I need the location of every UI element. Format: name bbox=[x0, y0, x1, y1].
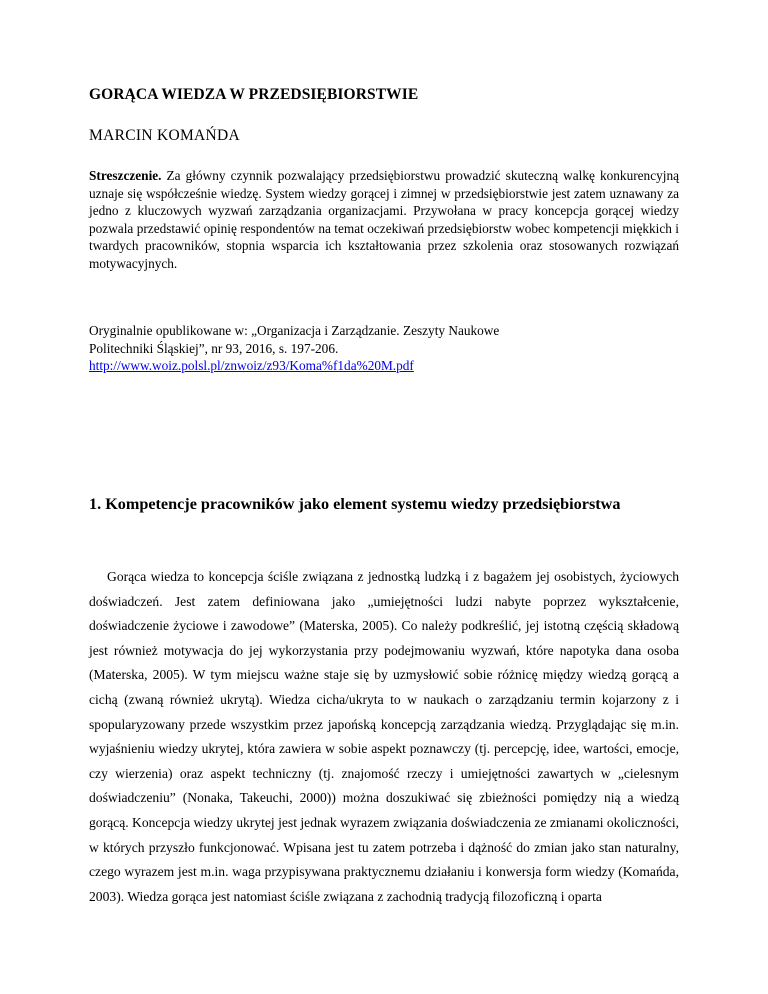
author-name: MARCIN KOMAŃDA bbox=[89, 127, 241, 144]
paper-title: GORĄCA WIEDZA W PRZEDSIĘBIORSTWIE bbox=[89, 86, 419, 103]
source-line-2: Politechniki Śląskiej”, nr 93, 2016, s. 197-206. bbox=[89, 340, 339, 356]
abstract-text: Za główny czynnik pozwalający przedsiębiorstwu prowadzić skuteczną walkę konkurencyjną uznaje się współcześnie wiedzę. System wiedzy gorącej i zimnej w przedsiębiorstwie jest zatem uznawany za jedno z kluczowych wyzwań zarządzania organizacjami. Przywołana w pracy koncepcja gorącej wiedzy pozwala przedstawić opinię respondentów na temat oczekiwań przedsiębiorstw wobec kompetencji miękkich i twardych pracowników, stopnia wsparcia ich kształtowania przez szkolenia oraz stosowanych rozwiązań motywacyjnych. bbox=[89, 168, 679, 271]
abstract bbox=[89, 167, 679, 273]
source-link[interactable]: http://www.woiz.polsl.pl/znwoiz/z93/Koma%f1da%20M.pdf bbox=[89, 358, 414, 374]
body-paragraph: Gorąca wiedza to koncepcja ściśle związana z jednostką ludzką i z bagażem jej osobistych, życiowych doświadczeń. Jest zatem definiowana jako „umiejętności ludzi nabyte poprzez wykształcenie, doświadczenie życiowe i zawodowe” (Materska, 2005). Co należy podkreślić, jej istotną częścią składową jest również motywacja do jej wykorzystania przy podejmowaniu wyzwań, które napotyka dana osoba (Materska, 2005). W tym miejscu ważne staje się by uzmysłowić sobie różnicę między wiedzą gorącą a cichą (zwaną również ukrytą). Wiedza cicha/ukryta to w naukach o zarządzaniu termin kojarzony z i spopularyzowany przede wszystkim przez japońską koncepcją zarządzania wiedzą. Przyglądając się m.in. wyjaśnieniu wiedzy ukrytej, która zawiera w sobie aspekt poznawczy (tj. percepcję, idee, wartości, emocje, czy wierzenia) oraz aspekt techniczny (tj. znajomość rzeczy i umiejętności zawartych w „cielesnym doświadczeniu” (Nonaka, Takeuchi, 2000)) można doszukiwać się zbieżności pomiędzy nią a wiedzą gorącą. Koncepcja wiedzy ukrytej jest jednak wyrazem związania doświadczenia ze zmianami okoliczności, w których przyszło funkcjonować. Wpisana jest tu zatem potrzeba i dążność do zmian jako stan naturalny, czego wyrazem jest m.in. waga przypisywana praktycznemu działaniu i konwersja form wiedzy (Komańda, 2003). Wiedza gorąca jest natomiast ściśle związana z zachodnią tradycją filozoficzną i oparta bbox=[89, 569, 679, 904]
source-note bbox=[89, 322, 689, 375]
abstract-label: Streszczenie. bbox=[89, 168, 162, 183]
source-line-1: Oryginalnie opublikowane w: „Organizacja i Zarządzanie. Zeszyty Naukowe bbox=[89, 323, 500, 338]
section-heading: 1. Kompetencje pracowników jako element systemu wiedzy przedsiębiorstwa bbox=[89, 495, 621, 513]
